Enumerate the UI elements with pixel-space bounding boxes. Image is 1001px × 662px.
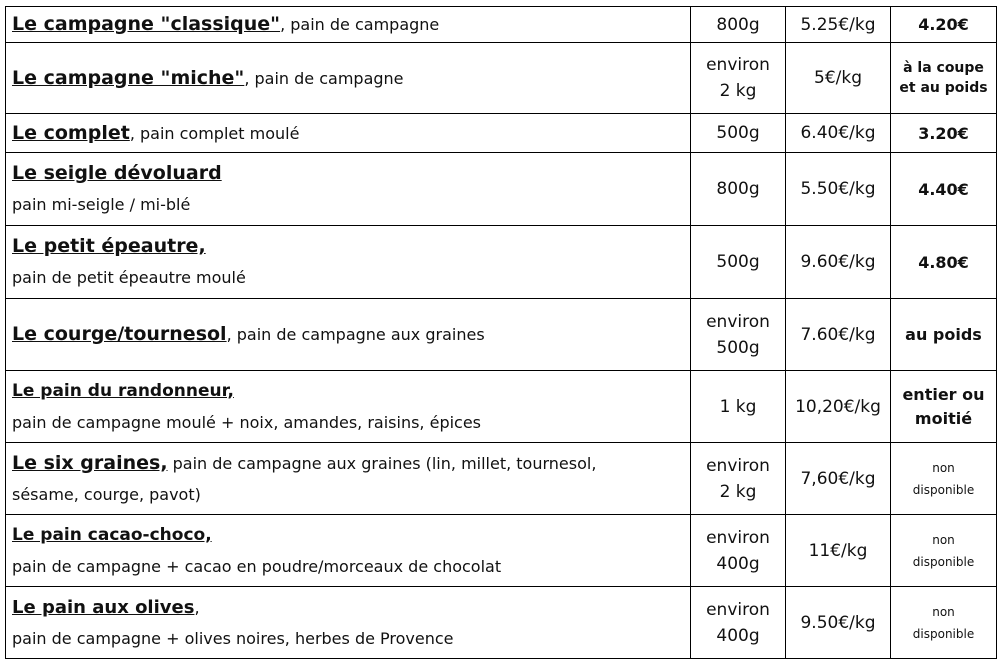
price-line-2: et au poids — [899, 80, 988, 96]
price-line-1: non — [932, 460, 955, 475]
bread-name: Le pain du randonneur, — [12, 380, 234, 401]
bread-desc: pain de campagne aux graines — [231, 325, 485, 344]
table-row — [6, 299, 997, 371]
bread-desc: pain de campagne + cacao en poudre/morceaux de chocolat — [12, 556, 502, 576]
bread-desc: pain de petit épeautre moulé — [12, 268, 246, 287]
weight-line-2: 400g — [716, 553, 760, 574]
table-row — [6, 371, 997, 443]
bread-desc: pain mi-seigle / mi-blé — [12, 195, 191, 214]
weight — [691, 587, 786, 659]
table-row — [6, 153, 997, 226]
name-suffix: , — [194, 597, 200, 617]
price-per-kg: 5€/kg — [786, 43, 891, 114]
weight-line-2: 500g — [716, 337, 760, 358]
price-line-2: disponible — [912, 626, 975, 641]
price-per-kg: 10,20€/kg — [786, 371, 891, 443]
bread-desc: pain de campagne — [285, 15, 440, 34]
bread-desc: pain de campagne — [249, 68, 404, 88]
table-row — [6, 443, 997, 515]
price — [891, 43, 997, 114]
price: 4.20€ — [891, 7, 997, 43]
table-row — [6, 226, 997, 299]
price-per-kg: 9.60€/kg — [786, 226, 891, 299]
weight: 800g — [691, 7, 786, 43]
weight: 800g — [691, 153, 786, 226]
name-suffix: , — [129, 123, 135, 143]
price: 4.80€ — [891, 226, 997, 299]
price-per-kg: 7.60€/kg — [786, 299, 891, 371]
table-row — [6, 43, 997, 114]
weight — [691, 515, 786, 587]
weight: 500g — [691, 114, 786, 153]
price: 3.20€ — [891, 114, 997, 153]
bread-description — [6, 299, 691, 371]
price-line-2: disponible — [912, 482, 975, 497]
weight-line-2: 2 kg — [719, 81, 757, 101]
bread-desc-line-2: sésame, courge, pavot) — [12, 484, 201, 504]
price-line-1: non — [932, 604, 955, 619]
table-row — [6, 515, 997, 587]
bread-description — [6, 114, 691, 153]
price — [891, 587, 997, 659]
table-row — [6, 7, 997, 43]
price — [891, 371, 997, 443]
price-line-1: entier ou — [902, 384, 985, 404]
bread-name: Le complet — [12, 121, 130, 144]
bread-description — [6, 153, 691, 226]
bread-description — [6, 226, 691, 299]
bread-description — [6, 515, 691, 587]
bread-name: Le pain cacao-choco, — [12, 524, 212, 545]
price-per-kg: 6.40€/kg — [786, 114, 891, 153]
bread-name: Le petit épeautre, — [12, 235, 206, 257]
weight: 1 kg — [691, 371, 786, 443]
bread-name: Le campagne "miche" — [12, 66, 245, 89]
price-per-kg: 7,60€/kg — [786, 443, 891, 515]
price-per-kg: 5.50€/kg — [786, 153, 891, 226]
weight-line-1: environ — [706, 599, 770, 620]
weight — [691, 43, 786, 114]
name-suffix: , — [244, 68, 250, 88]
bread-desc: pain de campagne + olives noires, herbes de Provence — [12, 628, 454, 648]
weight-line-1: environ — [706, 55, 770, 75]
bread-description — [6, 43, 691, 114]
price-line-2: disponible — [912, 554, 975, 569]
bread-desc: pain de campagne moulé + noix, amandes, raisins, épices — [12, 412, 482, 432]
table-row — [6, 587, 997, 659]
bread-description — [6, 371, 691, 443]
name-suffix: , — [226, 325, 232, 344]
price: au poids — [891, 299, 997, 371]
bread-name: Le seigle dévoluard — [12, 162, 222, 184]
price-line-2: moitié — [914, 408, 973, 428]
price — [891, 443, 997, 515]
weight-line-2: 400g — [716, 625, 760, 646]
price-per-kg: 5.25€/kg — [786, 7, 891, 43]
bread-name: Le six graines, — [12, 451, 168, 474]
weight — [691, 443, 786, 515]
weight-line-1: environ — [706, 527, 770, 548]
bread-description — [6, 443, 691, 515]
weight-line-2: 2 kg — [719, 481, 757, 502]
price — [891, 515, 997, 587]
bread-description — [6, 587, 691, 659]
bread-name: Le campagne "classique" — [12, 13, 281, 35]
bread-name: Le pain aux olives — [12, 596, 195, 618]
price-line-1: à la coupe — [903, 60, 984, 76]
weight — [691, 299, 786, 371]
bread-description — [6, 7, 691, 43]
bread-price-table — [5, 6, 997, 659]
name-suffix: , — [280, 15, 286, 34]
price: 4.40€ — [891, 153, 997, 226]
bread-desc: pain de campagne aux graines (lin, millet, tournesol, — [167, 453, 597, 473]
bread-name: Le courge/tournesol — [12, 323, 227, 345]
table-row — [6, 114, 997, 153]
price-line-1: non — [932, 532, 955, 547]
weight-line-1: environ — [706, 311, 770, 332]
price-per-kg: 11€/kg — [786, 515, 891, 587]
weight: 500g — [691, 226, 786, 299]
bread-desc: pain complet moulé — [134, 123, 300, 143]
weight-line-1: environ — [706, 455, 770, 476]
price-per-kg: 9.50€/kg — [786, 587, 891, 659]
